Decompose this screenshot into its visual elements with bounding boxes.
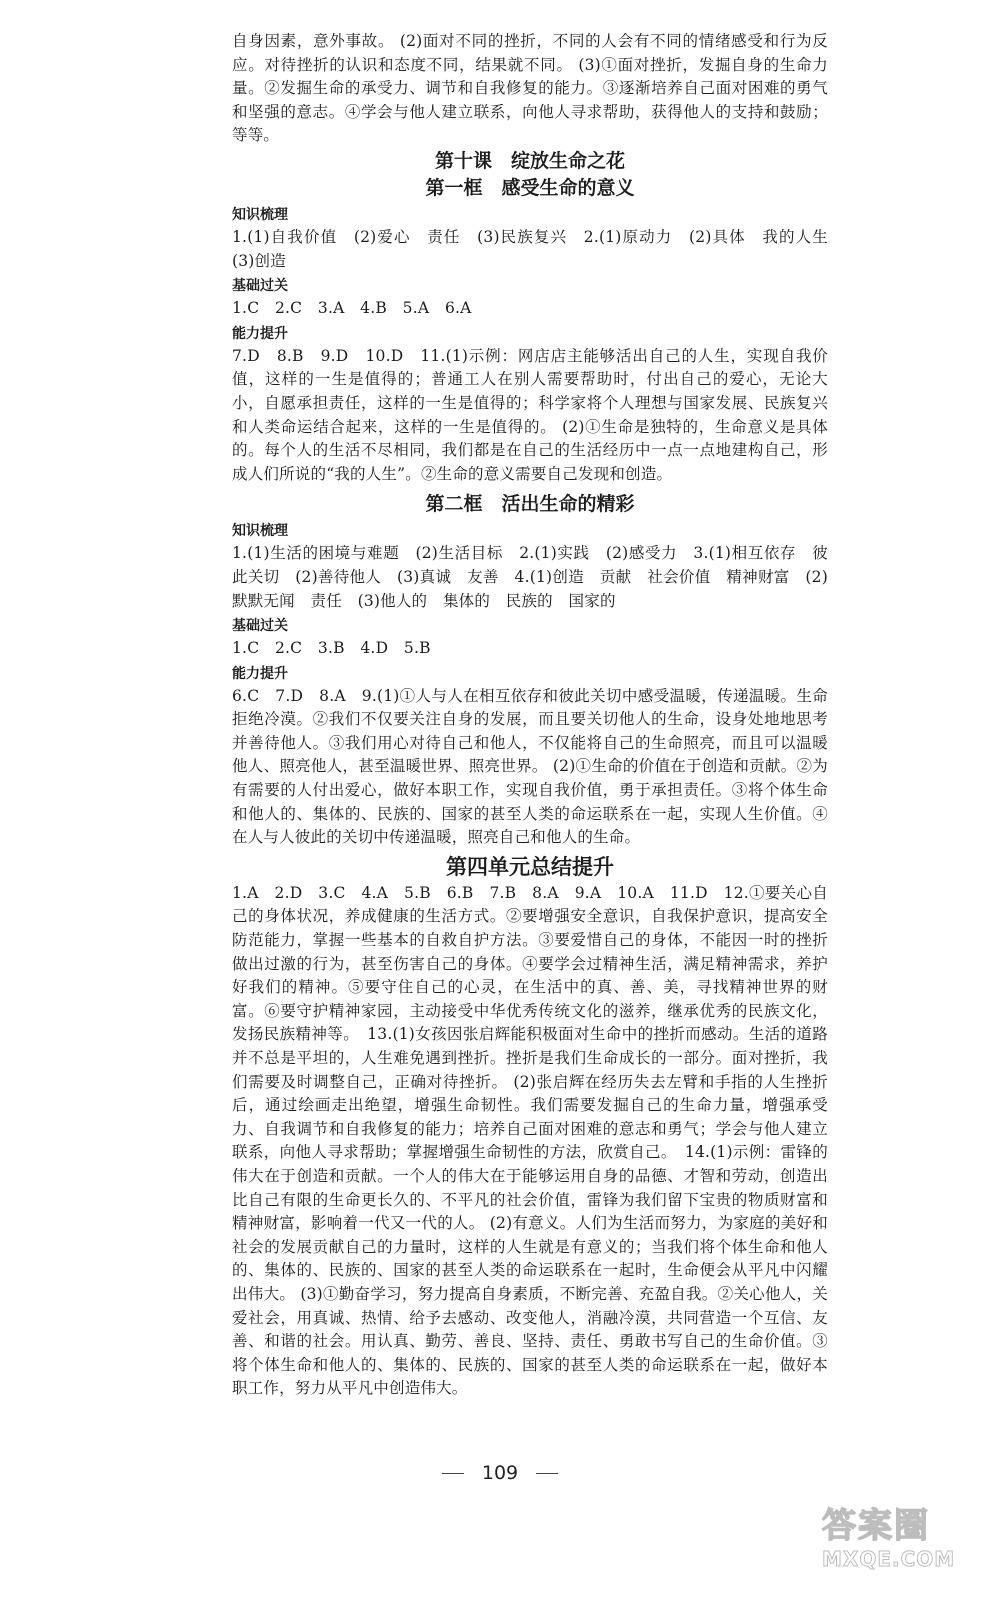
frame1-ability-heading: 能力提升 xyxy=(232,325,288,342)
watermark-cn: 答案圈 xyxy=(822,1506,930,1546)
frame2-ability-text: 6.C 7.D 8.A 9.(1)①人与人在相互依存和彼此关切中感受温暖，传递温暖。生命拒绝冷漠。②我们不仅要关注自身的发展，而且要关切他人的生命，设身处地地思考并善待他人。③我们用心对待自己和他人，不仅能将自己的生命照亮，而且可以温暖他人、照亮他人，甚至温暖世界、照亮世界。 (2)①生命的价值在于创造和贡献。②为有需要的人付出爱心，做好本职工作，实现自我价值，勇于承担责任。③将个体生命和他人的、集体的、民族的、国家的甚至人类的命运联系在一起，实现人生价值。④在人与人彼此的关切中传递温暖，照亮自己和他人的生命。 xyxy=(232,686,828,847)
frame2-title: 第二框 活出生命的精彩 xyxy=(425,493,635,516)
unit-summary-title: 第四单元总结提升 xyxy=(446,853,614,879)
answer-page xyxy=(232,30,844,1401)
footer-dash-right xyxy=(536,1473,558,1474)
frame1-knowledge-text: 1.(1)自我价值 (2)爱心 责任 (3)民族复兴 2.(1)原动力 (2)具体 我的人生 (3)创造 xyxy=(232,227,844,270)
frame1-ability-text: 7.D 8.B 9.D 10.D 11.(1)示例：网店店主能够活出自己的人生，实现自我价值，这样的一生是值得的；普通工人在别人需要帮助时，付出自己的爱心，无论大小，自愿承担责任，这样的一生是值得的；科学家将个人理想与国家发展、民族复兴和人类命运结合起来，这样的一生是值得的。 (2)①生命是独特的，生命意义是具体的。每个人的生活不尽相同，我们都是在自己的生活经历中一点一点地建构自己，形成人们所说的“我的人生”。②生命的意义需要自己发现和创造。 xyxy=(232,346,828,483)
lesson-title: 第十课 绽放生命之花 xyxy=(434,149,625,172)
frame2-knowledge-heading: 知识梳理 xyxy=(232,523,288,540)
frame2-knowledge-text: 1.(1)生活的困境与难题 (2)生活目标 2.(1)实践 (2)感受力 3.(1)相互依存 彼此关切 (2)善待他人 (3)真诚 友善 4.(1)创造 贡献 社会价值 精神财富 (2)默默无闻 责任 (3)他人的 集体的 民族的 国家的 xyxy=(232,544,828,610)
unit-summary-text: 1.A 2.D 3.C 4.A 5.B 6.B 7.B 8.A 9.A 10.A 11.D 12.①要关心自己的身体状况，养成健康的生活方式。②要增强安全意识，自我保护意识，提高安全防范能力，掌握一些基本的自救自护方法。③要爱惜自己的身体，不能因一时的挫折做出过激的行为，甚至伤害自己的身体。④要学会过精神生活，满足精神需求，养护好我们的精神。⑤要守住自己的心灵，在生活中的真、善、美，寻找精神世界的财富。⑥要守护精神家园，主动接受中华优秀传统文化的滋养，继承优秀的民族文化，发扬民族精神等。 13.(1)女孩因张启辉能积极面对生命中的挫折而感动。生活的道路并不总是平坦的，人生难免遇到挫折。挫折是我们生命成长的一部分。面对挫折，我们需要及时调整自己，正确对待挫折。 (2)张启辉在经历失去左臂和手指的人生挫折后，通过绘画走出绝望，增强生命韧性。我们需要发掘自己的生命力量，增强承受力、自我调节和自我修复的能力；培养自己面对困难的意志和勇气；学会与他人建立联系，向他人寻求帮助；掌握增强生命韧性的方法，欣赏自己。 14.(1)示例：雷锋的伟大在于创造和贡献。一个人的伟大在于能够运用自身的品德、才智和劳动，创造出比自己有限的生命更长久的、不平凡的社会价值，雷锋为我们留下宝贵的物质财富和精神财富，影响着一代又一代的人。 (2)有意义。人们为生活而努力，为家庭的美好和社会的发展贡献自己的力量时，这样的人生就是有意义的；当我们将个体生命和他人的、集体的、民族的、国家的甚至人类的命运联系在一起时，生命便会从平凡中闪耀出伟大。 (3)①勤奋学习，努力提高自身素质，不断完善、充盈自我。②关心他人，关爱社会，用真诚、热情、给予去感动、改变他人，消融冷漠，共同营造一个互信、友善、和谐的社会。用认真、勤劳、善良、坚持、责任、勇敢书写自己的生命价值。③将个体生命和他人的、集体的、民族的、国家的甚至人类的命运联系在一起，做好本职工作，努力从平凡中创造伟大。 xyxy=(232,883,828,1398)
frame2-ability-heading: 能力提升 xyxy=(232,665,288,682)
frame1-basic-text: 1.C 2.C 3.A 4.B 5.A 6.A xyxy=(232,299,472,318)
intro-paragraph: 自身因素，意外事故。 (2)面对不同的挫折，不同的人会有不同的情绪感受和行为反应。对待挫折的认识和态度不同，结果就不同。 (3)①面对挫折，发掘自身的生命力量。②发掘生命的承受力、调节和自我修复的能力。③逐渐培养自己面对困难的勇气和坚强的意志。④学会与他人建立联系，向他人寻求帮助，获得他人的支持和鼓励；等等。 xyxy=(232,32,828,145)
frame2-basic-text: 1.C 2.C 3.B 4.D 5.B xyxy=(232,639,431,658)
page-number: 109 xyxy=(481,1462,519,1484)
watermark-logo xyxy=(822,1498,972,1570)
page-footer xyxy=(0,1462,1000,1484)
watermark-en: MXQE.COM xyxy=(822,1547,956,1571)
frame1-basic-heading: 基础过关 xyxy=(232,278,288,295)
frame2-basic-heading: 基础过关 xyxy=(232,618,288,635)
footer-dash-left xyxy=(442,1473,464,1474)
frame1-knowledge-heading: 知识梳理 xyxy=(232,206,288,223)
frame1-title: 第一框 感受生命的意义 xyxy=(425,176,635,199)
